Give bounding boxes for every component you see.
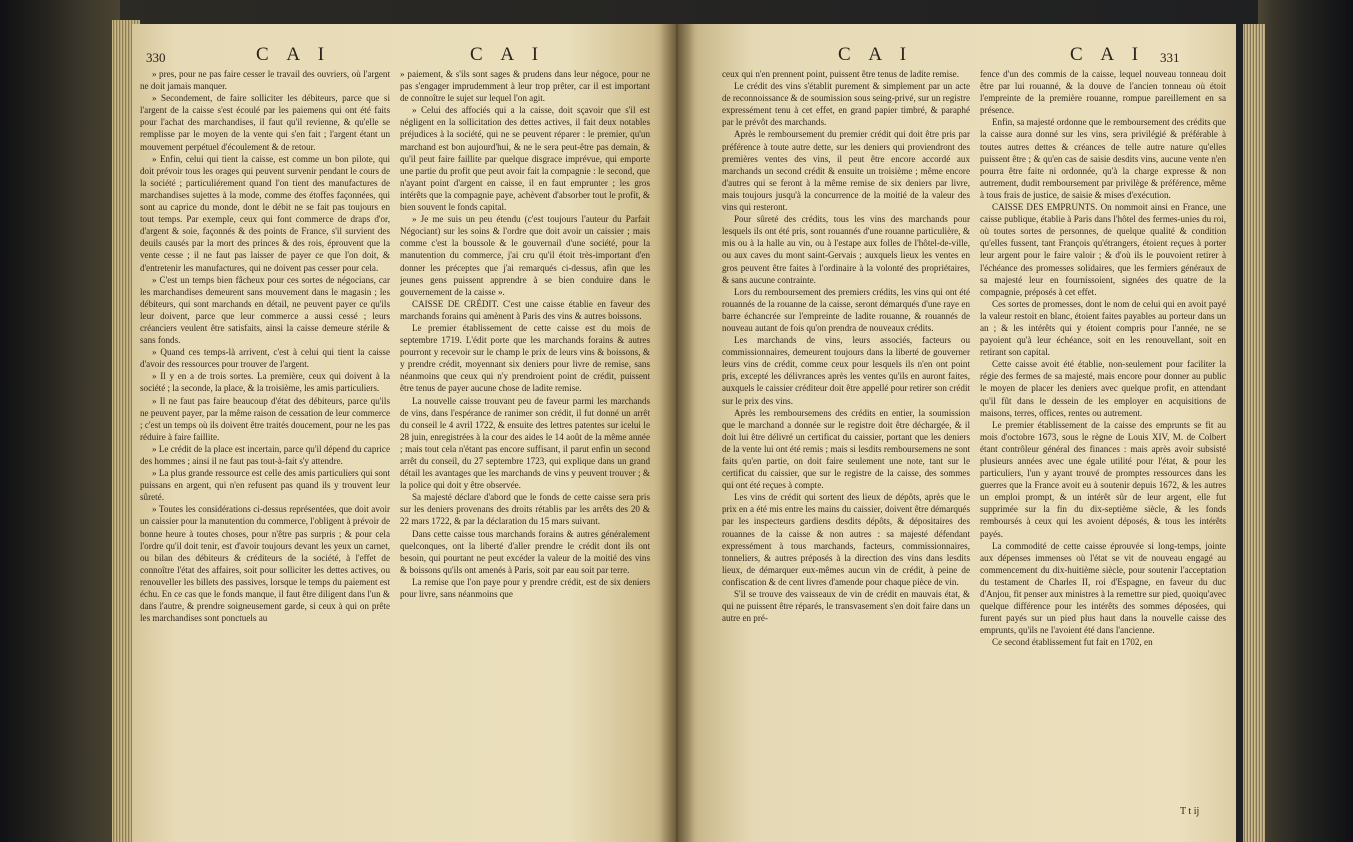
paragraph: S'il se trouve des vaisseaux de vin de crédit en mauvais état, & qui ne puissent être réparés, le transvasement s'en doit faire dans un autre en pré- (722, 589, 970, 624)
signature-mark: T t ij (1180, 806, 1200, 817)
paragraph: La remise que l'on paye pour y prendre crédit, est de six deniers pour livre, sans néanmoins que (400, 576, 650, 600)
right-running-head-1: C A I (838, 44, 914, 65)
paragraph: Ce second établissement fut fait en 1702, en (992, 637, 1153, 648)
paragraph: Enfin, sa majesté ordonne que le remboursement des crédits que la caisse aura donné sur les vins, sera privilégié & préférable à toutes autres dettes & créances de telle autre nature qu'elles puissent être ; & qu'en cas de saisie desdits vins, aucune vente n'en pourra être faite ni ordonnée, qu'à la charge expresse & non autrement, dudit remboursement par privilège & préférence, même à tous frais de justice, de saisie & mises d'exécution. (980, 117, 1226, 200)
paragraph: La commodité de cette caisse éprouvée si long-temps, jointe aux dépenses immenses où l'état se vit de nouveau engagé au commencement du dix-huitième siècle, pour soutenir l'acceptation du testament de Charles II, roi d'Espagne, en faveur du duc d'Anjou, fit penser aux ministres à la remettre sur pied, quoiqu'avec quelque différence pour les intérêts des sommes déposées, qui furent payés sur un pied plus haut dans la nouvelle caisse des emprunts, qu'ils ne l'avoient été dans l'ancienne. (980, 540, 1226, 636)
paragraph: » Enfin, celui qui tient la caisse, est comme un bon pilote, qui doit prévoir tous les orages qui peuvent survenir pendant le cours de la société ; particuliérement quand l'on tient des manufactures de marchandises sujettes à la mode, comme des étoffes façonnées, qui sont au caprice du monde, dont le débit ne se fait pas toujours en tout temps. Par exemple, ceux qui font commerce de draps d'or, d'argent & soie, façonnés & des points de France, s'il survient des deuils causés par la mort des princes & des rois, éprouvent que la vente cesse ; il ne faut pas laisser de payer ce que l'on doit, & d'entretenir les manufactures, qui ne doivent pas cesser pour cela. (140, 153, 390, 273)
right-page-column-1 (722, 68, 970, 796)
paragraph: » Quand ces temps-là arrivent, c'est à celui qui tient la caisse d'avoir des ressources pour trouver de l'argent. (140, 347, 390, 370)
paragraph: » Toutes les considérations ci-dessus représentées, que doit avoir un caissier pour la manutention du commerce, l'obligent à prévoir de bonne heure à toutes choses, pour n'être pas surpris ; & pour cela l'ordre qu'il doit tenir, est d'avoir toujours devant les yeux un carnet, ou bilan des débiteurs & créditeurs de la société, à l'effet de connoître l'état des affaires, soit pour solliciter les dettes actives, ou renouveller les billets des passives, lorsque le temps du paiement est échu. En ce cas que le fonds manque, il faut être diligent dans l'un & dans l'autre, & prendre soigneusement garde, si ceux à qui on prête les marchandises sont ponctuels au (140, 504, 390, 624)
paragraph: » Je me suis un peu étendu (c'est toujours l'auteur du Parfait Négociant) sur les soins & l'ordre que doit avoir un caissier ; mais comme c'est la boussole & le gouvernail d'une société, pour la manutention du commerce, j'ai cru qu'il étoit très-important d'en donner les préceptes que j'ai remarqués ci-dessus, afin que les jeunes gens puissent apprendre à se bien conduire dans le gouvernement de la caisse ». (400, 214, 650, 297)
paragraph: » C'est un temps bien fâcheux pour ces sortes de négocians, car les marchandises demeurent sans mouvement dans le magasin ; les débiteurs, qui sont marchands en détail, ne peuvent payer ce qu'ils leur doivent, parce que leur commerce a aussi cessé ; leurs créanciers veulent être satisfaits, ainsi la caisse demeure stérile & sans fonds. (140, 274, 390, 346)
paragraph: CAISSE DE CRÉDIT. C'est une caisse établie en faveur des marchands forains qui amènent à Paris des vins & autres boissons. (400, 298, 650, 321)
paragraph: » paiement, & s'ils sont sages & prudens dans leur négoce, pour ne pas s'engager imprudemment à leur trop prêter, car il est important de connoître le sujet sur lequel l'on agit. (400, 69, 650, 104)
paragraph: Les marchands de vins, leurs associés, facteurs ou commissionnaires, demeurent toujours dans la liberté de gouverner leurs vins de crédit, comme ceux pour lesquels ils n'en ont point pris, excepté les délivrances après les ventes qu'ils en auront faites, auxquels le caissier créditeur doit être appellé pour retirer son crédit sur le prix des vins. (722, 335, 970, 406)
right-running-head-2: C A I (1070, 44, 1146, 65)
right-page-edges (1243, 24, 1265, 842)
right-binding (1258, 0, 1353, 842)
paragraph: » pres, pour ne pas faire cesser le travail des ouvriers, où l'argent ne doit jamais manquer. (140, 69, 390, 92)
paragraph: Le premier établissement de la caisse des emprunts se fit au mois d'octobre 1673, sous le règne de Louis XIV, M. de Colbert étant contrôleur général des finances : mais après avoir subsisté plusieurs années avec une égale utilité pour l'état, & pour les particuliers, l'un y ayant trouvé de promptes ressources dans les guerres que la France avoit eu à soutenir depuis 1672, & les autres un emploi prompt, & un intérêt sûr de leur argent, elle fut supprimée sur la fin du dix-septième siècle, & les fonds remboursés à ceux qui les avoient déposés, & tous les intérêts payés. (980, 419, 1226, 539)
paragraph: fence d'un des commis de la caisse, lequel nouveau tonneau doit être par lui rouanné, & la douve de l'ancien tonneau où étoit l'empreinte de la première rouanne, rompue pareillement en sa présence. (980, 69, 1226, 116)
paragraph: Dans cette caisse tous marchands forains & autres généralement quelconques, ont la liberté d'aller prendre le crédit dont ils ont besoin, qui pourtant ne peut excéder la valeur de la moitié des vins & boissons qu'ils ont amenés à Paris, soit par eau soit par terre. (400, 528, 650, 575)
paragraph: CAISSE DES EMPRUNTS. On nommoit ainsi en France, une caisse publique, établie à Paris dans l'hôtel des fermes-unies du roi, où toutes sortes de personnes, de quelque qualité & condition qu'elles fussent, tant François qu'étrangers, étoient reçues à porter leur argent pour le faire valoir ; & d'où ils le pouvoient retirer à l'échéance des promesses solidaires, que les fermiers généraux de sa majesté leur en fournissoient, signées des quatre de la compagnie, préposés à cet effet. (980, 202, 1226, 297)
paragraph: Ces sortes de promesses, dont le nom de celui qui en avoit payé la valeur restoit en blanc, étoient faites payables au porteur dans un an ; & les intérêts qui y étoient compris pour l'année, ne se payoient qu'à leur échéance, soit en les renouvellant, soit en retirant son capital. (980, 298, 1226, 358)
book-gutter (660, 24, 694, 842)
paragraph: Lors du remboursement des premiers crédits, les vins qui ont été rouannés de la rouanne de la caisse, seront démarqués d'une raye en barre échancrée sur l'empreinte de ladite rouanne, & rouannés de nouveau autant de fois qu'on prendra de nouveaux crédits. (722, 286, 970, 333)
paragraph: ceux qui n'en prennent point, puissent être tenus de ladite remise. (722, 69, 959, 79)
paragraph: Pour sûreté des crédits, tous les vins des marchands pour lesquels ils ont été pris, sont rouannés d'une rouanne particulière, & mis ou à la halle au vin, ou à l'estape aux folles de l'hôtel-de-ville, ou aux caves du mont saint-Gervais ; auxquels lieux les ventes en gros peuvent être faites à l'ordinaire à la volonté des propriétaires, & sans aucune contrainte. (722, 214, 970, 285)
paragraph: Après les remboursemens des crédits en entier, la soumission que le marchand a donnée sur le registre doit être déchargée, & il doit lui être délivré un certificat du caissier, portant que les deniers de la vente lui ont été remis ; mais si lesdits remboursemens ne sont faits qu'en partie, on doit faire seulement une note, tant sur le certificat du caissier, que sur le registre de la caisse, des sommes qui ont été reçues à compte. (722, 407, 970, 491)
left-running-head-2: C A I (470, 44, 546, 65)
paragraph: » Il ne faut pas faire beaucoup d'état des débiteurs, parce qu'ils ne peuvent payer, par la même raison de cessation de leur commerce ; c'est un temps où ils doivent être traités doucement, pour ne les pas réduire à faire faillite. (140, 395, 390, 442)
paragraph: » Secondement, de faire solliciter les débiteurs, parce que si l'argent de la caisse s'est écoulé par les paiemens qui ont été faits pour l'achat des marchandises, il faut qu'il revienne, & qu'elle se remplisse par le moyen de la vente qui s'en fait ; l'argent étant un mouvement perpétuel d'écoulement & de retour. (140, 93, 390, 152)
left-page-column-2 (400, 68, 650, 796)
paragraph: Le crédit des vins s'établit purement & simplement par un acte de reconnoissance & de soumission sous seing-privé, sur un registre expressément tenu à cet effet, en grand papier timbré, & paraphé par le prévôt des marchands. (722, 81, 970, 128)
paragraph: Le premier établissement de cette caisse est du mois de septembre 1719. L'édit porte que les marchands forains & autres pourront y recevoir sur le champ le prix de leurs vins & boissons, & y prendre crédit, moyennant six deniers pour livre de remise, sans néanmoins que ceux qui n'y prendroient point de crédit, puissent être tenus de payer aucune chose de ladite remise. (400, 322, 650, 394)
paragraph: » Il y en a de trois sortes. La première, ceux qui doivent à la société ; la seconde, la place, & la troisième, les amis particuliers. (140, 371, 390, 394)
paragraph: La nouvelle caisse trouvant peu de faveur parmi les marchands de vins, dans l'espérance de ranimer son crédit, il fut donné un arrêt du conseil le 4 avril 1722, & ensuite des lettres patentes sur icelui le 28 juin, enregistrées à la cour des aides le 14 août de la même année ; mais tout cela n'étant pas encore suffisant, il parut enfin un second arrêt du conseil, du 27 septembre 1723, qui explique dans un grand détail les avantages que les marchands de vins y peuvent trouver ; & la police qui doit y être observée. (400, 395, 650, 491)
paragraph: Sa majesté déclare d'abord que le fonds de cette caisse sera pris sur les deniers provenans des droits rétablis par les arrêts des 20 & 22 mars 1722, & par la déclaration du 15 mars suivant. (400, 492, 650, 527)
left-binding (0, 0, 120, 842)
paragraph: » Celui des affociés qui a la caisse, doit sçavoir que s'il est négligent en la sollicitation des dettes actives, il fait deux notables préjudices à la société, qui ne se peuvent réparer : le premier, qu'un marchand est bon aujourd'hui, & ne le sera peut-être pas demain, & qu'il peut faire faillite par quelque disgrace imprévue, qui emporte une partie du profit que peut avoir fait la compagnie : le second, que n'ayant point d'argent en caisse, il en faut emprunter ; les gros intérêts que la compagnie paye, achèvent d'absorber tout le profit, & bien souvent le fonds capital. (400, 105, 650, 213)
left-running-head-1: C A I (256, 44, 332, 65)
paragraph: Cette caisse avoit été établie, non-seulement pour faciliter la régie des fermes de sa majesté, mais encore pour donner au public le moyen de placer les deniers avec quelque profit, en attendant qu'il fût dans le dessein de les employer en acquisitions de maisons, terres, offices, rentes ou autrement. (980, 359, 1226, 418)
left-page-number: 330 (146, 50, 166, 65)
paragraph: Les vins de crédit qui sortent des lieux de dépôts, après que le prix en a été mis entre les mains du caissier, doivent être démarqués par les inspecteurs gardiens desdits dépôts, & dépositaires des rouannes de la caisse & non autres : sa majesté défendant expressément à tous marchands, facteurs, commissionnaires, tonneliers, & autres préposés à la direction des vins dans lesdits lieux, de démarquer eux-mêmes aucun vin de crédit, à peine de confiscation & de cent livres d'amende pour chaque pièce de vin. (722, 492, 970, 587)
right-page-column-2 (980, 68, 1226, 796)
paragraph: » Le crédit de la place est incertain, parce qu'il dépend du caprice des hommes ; ainsi il ne faut pas tout-à-fait s'y attendre. (140, 443, 390, 466)
paragraph: Après le remboursement du premier crédit qui doit être pris par préférence à toute autre dette, sur les deniers qui proviendront des premières ventes des vins, il peut être encore accordé aux marchands un second crédit & ensuite un troisième ; même encore d'autres qui se feront à la même remise de six deniers par livre, mais toujours jusqu'à la concurrence de la moitié de la valeur des vins qui resteront. (722, 129, 970, 213)
paragraph: » La plus grande ressource est celle des amis particuliers qui sont puissans en argent, qui n'en refusent pas quand ils y trouvent leur sûreté. (140, 468, 390, 503)
right-page-number: 331 (1160, 50, 1180, 65)
left-page-column-1 (140, 68, 390, 796)
